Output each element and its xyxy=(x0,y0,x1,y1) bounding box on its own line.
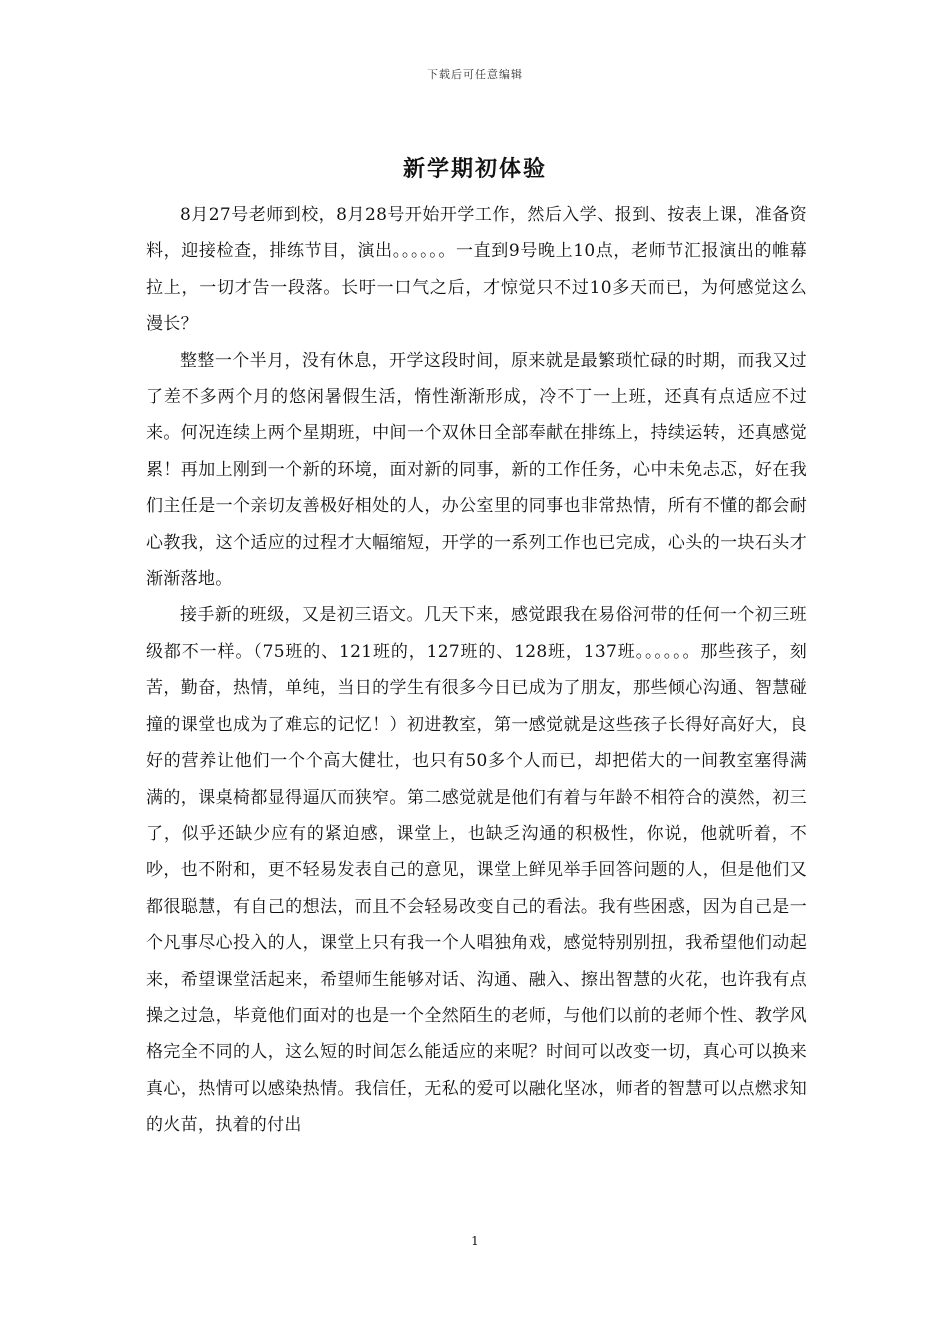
document-body xyxy=(146,197,807,1144)
page-number: 1 xyxy=(471,1234,479,1248)
document-title: 新学期初体验 xyxy=(402,156,547,182)
page-header: 下载后可任意编辑 xyxy=(427,68,523,81)
paragraph-3: 接手新的班级，又是初三语文。几天下来，感觉跟我在易俗河带的任何一个初三班级都不一样。（75班的、121班的，127班的、128班，137班。。。。。。那些孩子，刻苦，勤奋，热情，单纯，当日的学生有很多今日已成为了朋友，那些倾心沟通、智慧碰撞的课堂也成为了难忘的记忆！）初进教室，第一感觉就是这些孩子长得好高好大，良好的营养让他们一个个高大健壮，也只有50多个人而已，却把偌大的一间教室塞得满满的，课桌椅都显得逼仄而狭窄。第二感觉就是他们有着与年龄不相符合的漠然，初三了，似乎还缺少应有的紧迫感，课堂上，也缺乏沟通的积极性，你说，他就听着，不吵，也不附和，更不轻易发表自己的意见，课堂上鲜见举手回答问题的人，但是他们又都很聪慧，有自己的想法，而且不会轻易改变自己的看法。我有些困惑，因为自己是一个凡事尽心投入的人，课堂上只有我一个人唱独角戏，感觉特别别扭，我希望他们动起来，希望课堂活起来，希望师生能够对话、沟通、融入、擦出智慧的火花，也许我有点操之过急，毕竟他们面对的也是一个全然陌生的老师，与他们以前的老师个性、教学风格完全不同的人，这么短的时间怎么能适应的来呢？时间可以改变一切，真心可以换来真心，热情可以感染热情。我信任，无私的爱可以融化坚冰，师者的智慧可以点燃求知的火苗，执着的付出 xyxy=(146,605,807,1136)
paragraph-1: 8月27号老师到校，8月28号开始开学工作，然后入学、报到、按表上课，准备资料，迎接检查，排练节目，演出。。。。。。一直到9号晚上10点，老师节汇报演出的帷幕拉上，一切才告一段落。长吁一口气之后，才惊觉只不过10多天而已，为何感觉这么漫长？ xyxy=(146,205,807,335)
paragraph-2: 整整一个半月，没有休息，开学这段时间，原来就是最繁琐忙碌的时期，而我又过了差不多两个月的悠闲暑假生活，惰性渐渐形成，冷不丁一上班，还真有点适应不过来。何况连续上两个星期班，中间一个双休日全部奉献在排练上，持续运转，还真感觉累！再加上刚到一个新的环境，面对新的同事，新的工作任务，心中未免忐忑，好在我们主任是一个亲切友善极好相处的人，办公室里的同事也非常热情，所有不懂的都会耐心教我，这个适应的过程才大幅缩短，开学的一系列工作也已完成，心头的一块石头才渐渐落地。 xyxy=(146,350,807,590)
